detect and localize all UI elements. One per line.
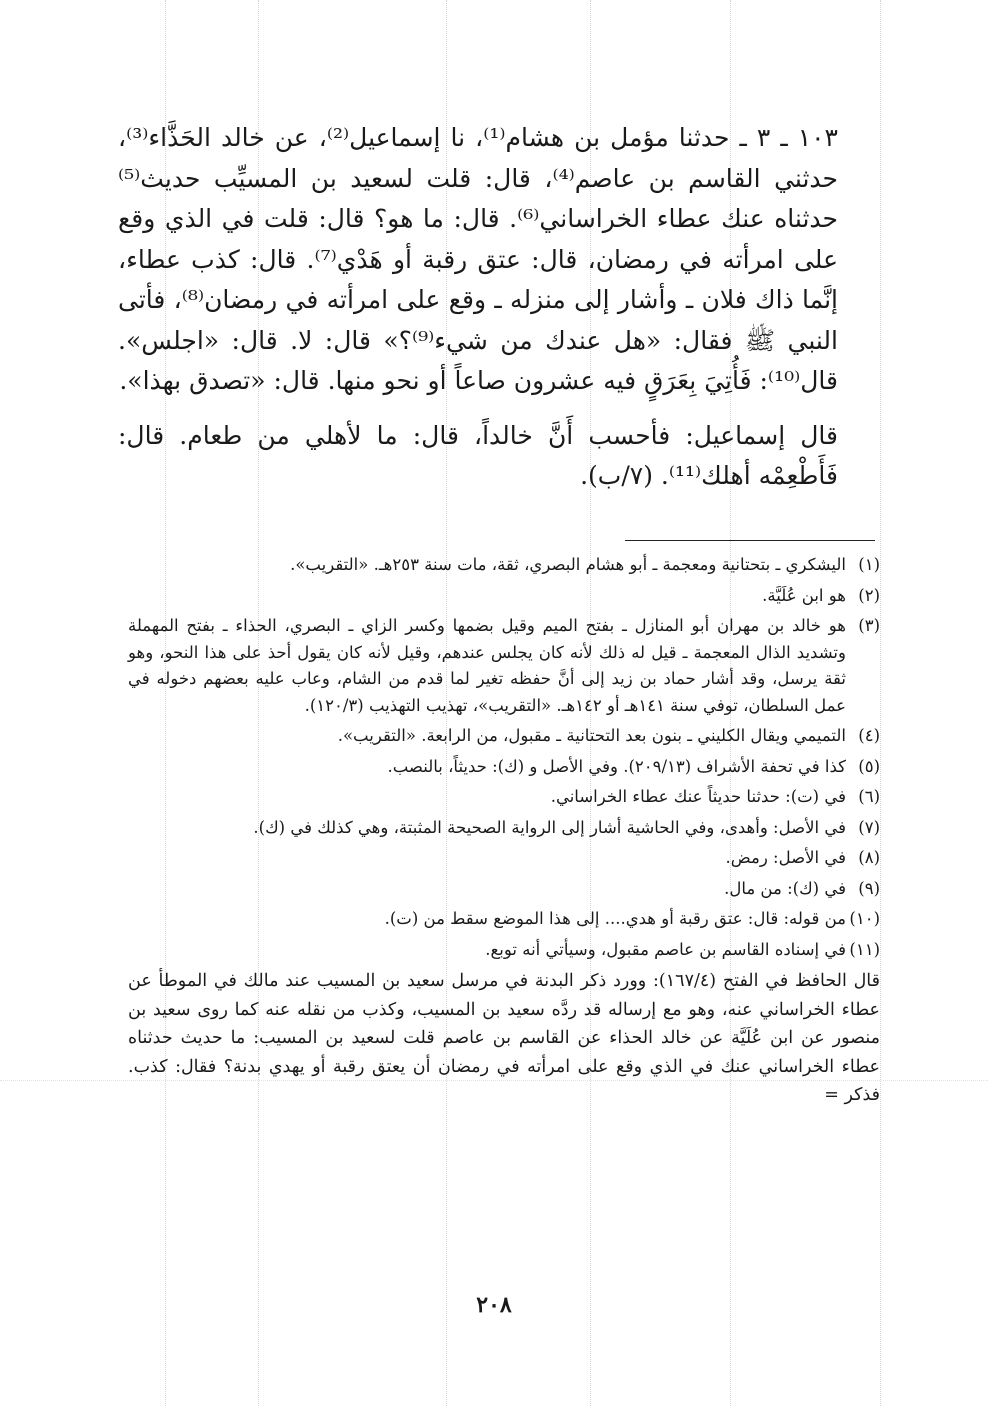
footnote-item — [128, 876, 880, 903]
footnote-item — [128, 552, 880, 579]
footnote-number: (٦) — [858, 787, 880, 806]
footnote-item — [128, 937, 880, 964]
footnote-item — [128, 723, 880, 750]
footnote-text: اليشكري ـ بتحتانية ومعجمة ـ أبو هشام البصري، ثقة، مات سنة ٢٥٣هـ. «التقريب». — [290, 555, 846, 574]
footnote-text: في (ت): حدثنا حديثاً عنك عطاء الخراساني. — [550, 787, 846, 806]
main-text — [118, 118, 838, 497]
footnote-text: في الأصل: رمض. — [725, 848, 846, 867]
footnote-number: (٤) — [858, 726, 880, 745]
narrator-paragraph: قال إسماعيل: فأحسب أَنَّ خالداً، قال: ما لأهلي من طعام. قال: فَأَطْعِمْه أهلك⁽¹¹⁾. (٧/ب). — [118, 420, 838, 490]
footnote-item — [128, 583, 880, 610]
footnote-text: في إسناده القاسم بن عاصم مقبول، وسيأتي أنه توبع. — [485, 939, 846, 959]
footnote-text: في الأصل: وأهدى، وفي الحاشية أشار إلى الرواية الصحيحة المثبتة، وهي كذلك في (ك). — [253, 817, 846, 837]
footnotes — [128, 552, 880, 1110]
footnote-text: كذا في تحفة الأشراف (٢٠٩/١٣). وفي الأصل و (ك): حديثاً، بالنصب. — [387, 756, 846, 776]
footnote-number: (١٠) — [849, 909, 880, 928]
hadith-paragraph: ١٠٣ ـ ٣ ـ حدثنا مؤمل بن هشام⁽¹⁾، نا إسماعيل⁽²⁾، عن خالد الحَذَّاء⁽³⁾، حدثني القاسم بن عاصم⁽⁴⁾، قال: قلت لسعيد بن المسيِّب حديث⁽⁵⁾ حدثناه عنك عطاء الخراساني⁽⁶⁾. قال: ما هو؟ قال: قلت في الذي وقع على امرأته في رمضان، قال: عتق رقبة أو هَدْي⁽⁷⁾. قال: كذب عطاء، إنَّما ذاك فلان ـ وأشار إلى منزله ـ وقع على امرأته في رمضان⁽⁸⁾، فأتى النبي ﷺ فقال: «هل عندك من شيء⁽⁹⁾؟» قال: لا. قال: «اجلس». قال⁽¹⁰⁾: فَأُتِيَ بِعَرَقٍ فيه عشرون صاعاً أو نحو منها. قال: «تصدق بهذا». — [118, 123, 839, 395]
footnote-number: (١١) — [849, 939, 880, 959]
footnote-text: من قوله: قال: عتق رقبة أو هدي.... إلى هذا الموضع سقط من (ت). — [384, 909, 846, 928]
footnote-text: التميمي ويقال الكليني ـ بنون بعد التحتانية ـ مقبول، من الرابعة. «التقريب». — [337, 726, 846, 745]
footnote-item — [128, 754, 880, 781]
footnote-text: في (ك): من مال. — [724, 878, 846, 898]
footnote-number: (٣) — [858, 616, 880, 635]
footnote-text: هو خالد بن مهران أبو المنازل ـ بفتح الميم وقيل بضمها وكسر الزاي ـ البصري، الحذاء ـ بفتح المهملة وتشديد الذال المعجمة ـ قيل له ذلك لأنه كان يجلس عندهم، وقيل لأنه كان يقول أحذ على هذا النحو، وهو ثقة يرسل، وقد أشار حماد بن زيد إلى أنَّ حفظه تغير لما قدم من الشام، وعاب عليه بعضهم دخوله في عمل السلطان، توفي سنة ١٤١هـ أو ١٤٢هـ. «التقريب»، تهذيب التهذيب (١٢٠/٣). — [128, 616, 846, 715]
footnote-item — [128, 613, 880, 719]
footnote-number: (٥) — [858, 756, 880, 776]
footnote-number: (٧) — [858, 817, 880, 837]
page-number: ٢٠٨ — [476, 1292, 512, 1318]
footnote-continuation: قال الحافظ في الفتح (١٦٧/٤): وورد ذكر البدنة في مرسل سعيد بن المسيب عند مالك في الموطأ عن عطاء الخراساني عنه، وهو مع إرساله قد ردَّه سعيد بن المسيب، وكذب من نقله عنه كما روى سعيد بن منصور عن ابن عُلَيَّة عن خالد الحذاء عن القاسم بن عاصم قلت لسعيد بن المسيب: ما حديث حدثناه عطاء الخراساني عنك في الذي وقع على امرأته في رمضان أن يعتق رقبة أو يهدي بدنة؟ فقال: كذب. فذكر = — [128, 971, 880, 1105]
footnote-number: (٢) — [858, 585, 880, 605]
footnote-number: (٨) — [858, 848, 880, 867]
footnote-number: (١) — [858, 555, 880, 574]
footnote-item — [128, 845, 880, 872]
footnote-item — [128, 815, 880, 842]
scan-guide-line — [880, 0, 881, 1406]
footnote-item — [128, 906, 880, 933]
footnote-separator — [625, 540, 875, 541]
footnote-number: (٩) — [858, 878, 880, 898]
footnote-item — [128, 784, 880, 811]
footnote-text: هو ابن عُلَيَّة. — [762, 585, 846, 605]
